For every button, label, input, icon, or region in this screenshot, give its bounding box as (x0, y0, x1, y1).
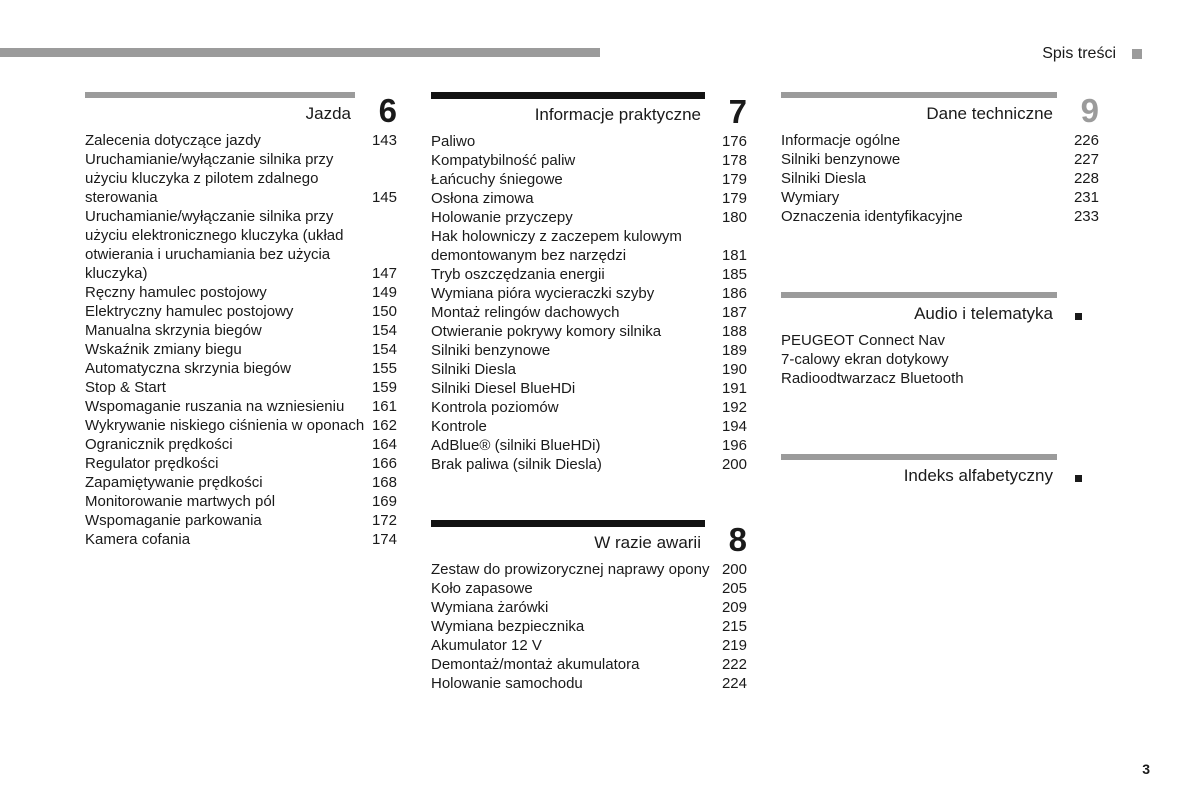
section-title: Dane techniczne (926, 104, 1053, 123)
toc-item (431, 560, 747, 579)
toc-item-page: 231 (1073, 189, 1099, 206)
section-header (431, 520, 747, 558)
toc-item (781, 207, 1099, 226)
toc-item-label: Hak holowniczy z zaczepem kulowym demontowanym bez narzędzi (431, 228, 682, 264)
toc-item-page: 168 (371, 474, 397, 491)
toc-item (85, 321, 397, 340)
toc-item-page: 224 (721, 675, 747, 692)
toc-item-label: Wspomaganie parkowania (85, 512, 262, 529)
toc-item (85, 340, 397, 359)
toc-item (85, 302, 397, 321)
toc-item-page: 196 (721, 437, 747, 454)
section-header (781, 454, 1099, 487)
toc-item-page: 178 (721, 152, 747, 169)
toc-item-label: Uruchamianie/wyłączanie silnika przy użyciu elektronicznego kluczyka (układ otwierania i uruchamiania bez użycia kluczyka) (85, 208, 344, 282)
toc-item-label: Wymiana żarówki (431, 599, 549, 616)
toc-items (781, 331, 1099, 388)
section-title-block (431, 92, 705, 126)
section-title-block (781, 292, 1057, 325)
toc-item-page: 190 (721, 361, 747, 378)
toc-item-label: Montaż relingów dachowych (431, 304, 620, 321)
toc-section (85, 92, 397, 549)
page-header-title: Spis treści (1042, 45, 1116, 62)
toc-item (781, 131, 1099, 150)
toc-item-page: 209 (721, 599, 747, 616)
toc-item (85, 359, 397, 378)
toc-item (85, 511, 397, 530)
toc-item (85, 435, 397, 454)
toc-item-page: 191 (721, 380, 747, 397)
toc-item (85, 416, 397, 435)
toc-item (431, 617, 747, 636)
toc-item-label: AdBlue® (silniki BlueHDi) (431, 437, 601, 454)
toc-item-page: 200 (721, 561, 747, 578)
toc-item (85, 454, 397, 473)
toc-item-label: Demontaż/montaż akumulatora (431, 656, 640, 673)
toc-item-page: 161 (371, 398, 397, 415)
toc-item-label: Uruchamianie/wyłączanie silnika przy użyciu kluczyka z pilotem zdalnego sterowania (85, 151, 334, 206)
toc-item-label: Zalecenia dotyczące jazdy (85, 132, 261, 149)
toc-item-page: 176 (721, 133, 747, 150)
toc-item-label: Holowanie samochodu (431, 675, 583, 692)
toc-item-label: Monitorowanie martwych pól (85, 493, 276, 510)
toc-item-label: Paliwo (431, 133, 476, 150)
toc-item (85, 131, 397, 150)
toc-item-page: 222 (721, 656, 747, 673)
toc-item-label: Wymiana pióra wycieraczki szyby (431, 285, 655, 302)
section-header (431, 92, 747, 130)
toc-item-label: Akumulator 12 V (431, 637, 542, 654)
toc-items (431, 132, 747, 474)
toc-item-page: 215 (721, 618, 747, 635)
section-title-block (85, 92, 355, 125)
section-header (781, 292, 1099, 325)
toc-item-page: 200 (721, 456, 747, 473)
section-marker (1057, 313, 1099, 325)
toc-item-label: Ogranicznik prędkości (85, 436, 233, 453)
toc-item-page: 187 (721, 304, 747, 321)
chapter-number: 6 (378, 91, 397, 129)
toc-item-page: 179 (721, 171, 747, 188)
toc-item-label: Silniki Diesel BlueHDi (431, 380, 576, 397)
toc-item-page: 143 (371, 132, 397, 149)
toc-item (431, 227, 747, 265)
toc-item-page: 227 (1073, 151, 1099, 168)
page-number: 3 (1142, 761, 1150, 777)
top-rule (0, 48, 600, 57)
toc-items (431, 560, 747, 693)
section-rule (781, 292, 1057, 298)
toc-item-label: Stop & Start (85, 379, 166, 396)
toc-item-label: Automatyczna skrzynia biegów (85, 360, 291, 377)
toc-item (431, 436, 747, 455)
toc-item (85, 207, 397, 283)
toc-item (431, 417, 747, 436)
toc-item-label: Zestaw do prowizorycznej naprawy opony (431, 561, 710, 578)
chapter-number: 7 (728, 92, 747, 130)
toc-item (85, 492, 397, 511)
toc-item-label: Wymiana bezpiecznika (431, 618, 585, 635)
toc-item-label: Kompatybilność paliw (431, 152, 576, 169)
chapter-number: 8 (728, 520, 747, 558)
square-marker-icon (1132, 49, 1142, 59)
toc-item-label: Elektryczny hamulec postojowy (85, 303, 294, 320)
section-rule (781, 92, 1057, 98)
section-rule (781, 454, 1057, 460)
section-title-block (781, 454, 1057, 487)
section-rule (85, 92, 355, 98)
toc-item (431, 398, 747, 417)
toc-item-label: Silniki benzynowe (431, 342, 551, 359)
toc-item-page: 147 (371, 265, 397, 282)
toc-item-label: Ręczny hamulec postojowy (85, 284, 267, 301)
toc-item-page: 192 (721, 399, 747, 416)
toc-item (431, 189, 747, 208)
toc-item (431, 284, 747, 303)
section-rule (431, 520, 705, 527)
toc-section (781, 292, 1099, 388)
toc-item-page: 169 (371, 493, 397, 510)
toc-item-label: Wymiary (781, 189, 840, 206)
section-title: Audio i telematyka (914, 304, 1053, 323)
section-title: W razie awarii (594, 533, 701, 552)
section-header (85, 91, 397, 129)
toc-item-page: 185 (721, 266, 747, 283)
toc-columns (85, 92, 1099, 739)
toc-item-page: 154 (371, 341, 397, 358)
toc-item-page: 162 (371, 417, 397, 434)
toc-item-label: Oznaczenia identyfikacyjne (781, 208, 963, 225)
toc-item-page: 186 (721, 285, 747, 302)
toc-item-label: Kamera cofania (85, 531, 191, 548)
toc-items (85, 131, 397, 549)
toc-section (431, 92, 747, 474)
toc-item-label: Wspomaganie ruszania na wzniesieniu (85, 398, 345, 415)
toc-item-label: Brak paliwa (silnik Diesla) (431, 456, 602, 473)
toc-item-label: Holowanie przyczepy (431, 209, 573, 226)
toc-item (85, 473, 397, 492)
toc-item-page: 149 (371, 284, 397, 301)
section-rule (431, 92, 705, 99)
toc-item-page: 233 (1073, 208, 1099, 225)
toc-section (781, 92, 1099, 226)
toc-item-label: Manualna skrzynia biegów (85, 322, 262, 339)
toc-item (431, 341, 747, 360)
toc-item (85, 397, 397, 416)
toc-item-label: Tryb oszczędzania energii (431, 266, 605, 283)
section-title-block (431, 520, 705, 554)
toc-item-label: Kontrola poziomów (431, 399, 559, 416)
section-title: Jazda (305, 104, 351, 123)
toc-item-label: Silniki benzynowe (781, 151, 901, 168)
toc-section (431, 520, 747, 693)
toc-item (431, 379, 747, 398)
section-header (781, 91, 1099, 129)
toc-item (781, 188, 1099, 207)
toc-item-page: 181 (721, 247, 747, 264)
chapter-number: 9 (1080, 91, 1099, 129)
toc-item-page: 172 (371, 512, 397, 529)
toc-item (431, 655, 747, 674)
toc-item-label: Regulator prędkości (85, 455, 219, 472)
toc-item-label: Kontrole (431, 418, 487, 435)
toc-item (431, 303, 747, 322)
toc-item (431, 170, 747, 189)
toc-item-page: 150 (371, 303, 397, 320)
toc-item (431, 636, 747, 655)
toc-item-page: 174 (371, 531, 397, 548)
toc-item-page: 205 (721, 580, 747, 597)
toc-item-page: 226 (1073, 132, 1099, 149)
toc-item-page: 194 (721, 418, 747, 435)
toc-item (85, 150, 397, 207)
toc-item-label: Łańcuchy śniegowe (431, 171, 563, 188)
toc-item (431, 579, 747, 598)
toc-item-page: 159 (371, 379, 397, 396)
toc-item-page: 188 (721, 323, 747, 340)
toc-item-label: 7-calowy ekran dotykowy (781, 351, 949, 368)
toc-item (781, 331, 1099, 350)
toc-item-label: Silniki Diesla (781, 170, 867, 187)
toc-item (431, 455, 747, 474)
toc-item-page: 179 (721, 190, 747, 207)
toc-item-label: Silniki Diesla (431, 361, 517, 378)
toc-item-page: 180 (721, 209, 747, 226)
toc-items (781, 131, 1099, 226)
toc-item (431, 674, 747, 693)
toc-column-3 (781, 92, 1099, 739)
toc-item-label: PEUGEOT Connect Nav (781, 332, 945, 349)
toc-item-page: 155 (371, 360, 397, 377)
toc-item-page: 145 (371, 189, 397, 206)
section-title: Informacje praktyczne (534, 105, 701, 124)
page-header (1042, 45, 1142, 63)
toc-item (431, 598, 747, 617)
toc-item (431, 151, 747, 170)
toc-column-1 (85, 92, 397, 739)
toc-item-label: Radioodtwarzacz Bluetooth (781, 370, 964, 387)
toc-item-label: Osłona zimowa (431, 190, 534, 207)
toc-item (781, 150, 1099, 169)
toc-item-page: 189 (721, 342, 747, 359)
toc-item (781, 169, 1099, 188)
section-marker (1057, 475, 1099, 487)
toc-item-label: Informacje ogólne (781, 132, 901, 149)
toc-item (781, 369, 1099, 388)
toc-item-label: Wykrywanie niskiego ciśnienia w oponach (85, 417, 365, 434)
toc-item-label: Otwieranie pokrywy komory silnika (431, 323, 662, 340)
toc-item (85, 530, 397, 549)
toc-item (781, 350, 1099, 369)
toc-column-2 (431, 92, 747, 739)
toc-item-label: Wskaźnik zmiany biegu (85, 341, 242, 358)
toc-item-label: Koło zapasowe (431, 580, 533, 597)
toc-item-page: 154 (371, 322, 397, 339)
toc-section (781, 454, 1099, 487)
toc-item (85, 283, 397, 302)
square-bullet-icon (1075, 313, 1082, 320)
toc-item (431, 360, 747, 379)
toc-item (85, 378, 397, 397)
toc-item-page: 219 (721, 637, 747, 654)
square-bullet-icon (1075, 475, 1082, 482)
toc-item (431, 265, 747, 284)
section-title-block (781, 92, 1057, 125)
toc-item (431, 322, 747, 341)
toc-item (431, 132, 747, 151)
toc-item-page: 228 (1073, 170, 1099, 187)
toc-item (431, 208, 747, 227)
toc-item-label: Zapamiętywanie prędkości (85, 474, 263, 491)
toc-item-page: 166 (371, 455, 397, 472)
section-title: Indeks alfabetyczny (903, 466, 1053, 485)
toc-item-page: 164 (371, 436, 397, 453)
